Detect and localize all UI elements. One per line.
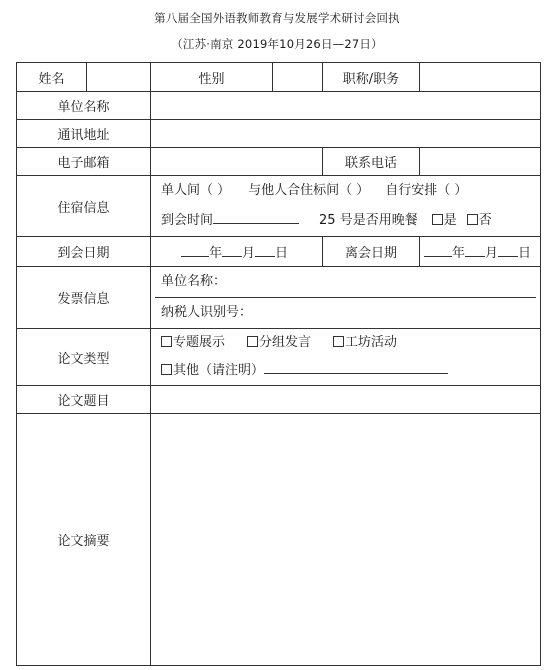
paper-title-field[interactable] [151,386,541,414]
lodging-options-line [155,176,536,206]
arrival-date-field[interactable]: 年 月 日 [151,237,323,267]
gender-label: 性别 [151,63,273,92]
lodging-label: 住宿信息 [17,176,151,237]
departure-year-blank[interactable] [424,244,452,257]
title-label: 职称/职务 [323,63,420,92]
dinner-question: 25 号是否用晚餐 [319,213,418,228]
name-label: 姓名 [17,63,87,92]
yes-checkbox[interactable] [432,214,443,225]
paper-type-other-line [155,357,536,385]
registration-form-table [16,62,541,666]
arrival-time-label: 到会时间 [161,213,214,228]
arrival-year-blank[interactable] [181,244,209,257]
gender-field[interactable] [273,63,323,92]
arrival-time-blank[interactable] [213,211,299,224]
workshop-checkbox[interactable] [333,336,344,347]
departure-date-field[interactable]: 年 月 日 [420,237,541,267]
abstract-field[interactable] [151,414,541,666]
phone-field[interactable] [420,148,541,176]
invoice-field [151,267,541,329]
address-label: 通讯地址 [17,120,151,148]
invoice-label: 发票信息 [17,267,151,329]
email-label: 电子邮箱 [17,148,151,176]
arrival-month-blank[interactable] [222,244,242,257]
workshop-option[interactable]: 工坊活动 [333,329,397,357]
other-checkbox[interactable] [161,364,172,375]
single-room-option[interactable]: 单人间（ ） [161,183,231,198]
title-field[interactable] [420,63,541,92]
group-presentation-checkbox[interactable] [247,336,258,347]
unit-field[interactable] [151,92,541,120]
arrival-date-label: 到会日期 [17,237,151,267]
lodging-field [151,176,541,237]
address-field[interactable] [151,120,541,148]
topic-showcase-option[interactable]: 专题展示 [161,329,225,357]
form-subtitle: （江苏·南京 2019年10月26日—27日） [171,37,383,51]
unit-label: 单位名称 [17,92,151,120]
other-option[interactable]: 其他（请注明） [161,357,264,385]
group-presentation-option[interactable]: 分组发言 [247,329,311,357]
invoice-tax-label: 纳税人识别号： [161,305,253,320]
arrival-day-blank[interactable] [255,244,275,257]
email-field[interactable] [151,148,323,176]
dinner-no-option[interactable]: 否 [467,206,492,236]
other-specify-blank[interactable] [264,361,448,374]
self-arranged-option[interactable]: 自行安排（ ） [385,183,468,198]
departure-date-label: 离会日期 [323,237,420,267]
abstract-label: 论文摘要 [17,414,151,666]
invoice-unit-line[interactable] [155,267,536,297]
name-field[interactable] [87,63,151,92]
departure-day-blank[interactable] [498,244,518,257]
paper-type-field [151,329,541,386]
shared-room-option[interactable]: 与他人合住标间（ ） [248,183,370,198]
paper-title-label: 论文题目 [17,386,151,414]
form-title: 第八届全国外语教师教育与发展学术研讨会回执 [154,11,400,25]
departure-month-blank[interactable] [465,244,485,257]
phone-label: 联系电话 [323,148,420,176]
dinner-yes-option[interactable]: 是 [432,206,457,236]
invoice-unit-label: 单位名称： [161,274,227,289]
arrival-dinner-line [155,206,536,236]
paper-type-label: 论文类型 [17,329,151,386]
invoice-tax-line[interactable] [155,297,536,328]
no-checkbox[interactable] [467,214,478,225]
topic-showcase-checkbox[interactable] [161,336,172,347]
paper-type-options-line [155,329,536,357]
